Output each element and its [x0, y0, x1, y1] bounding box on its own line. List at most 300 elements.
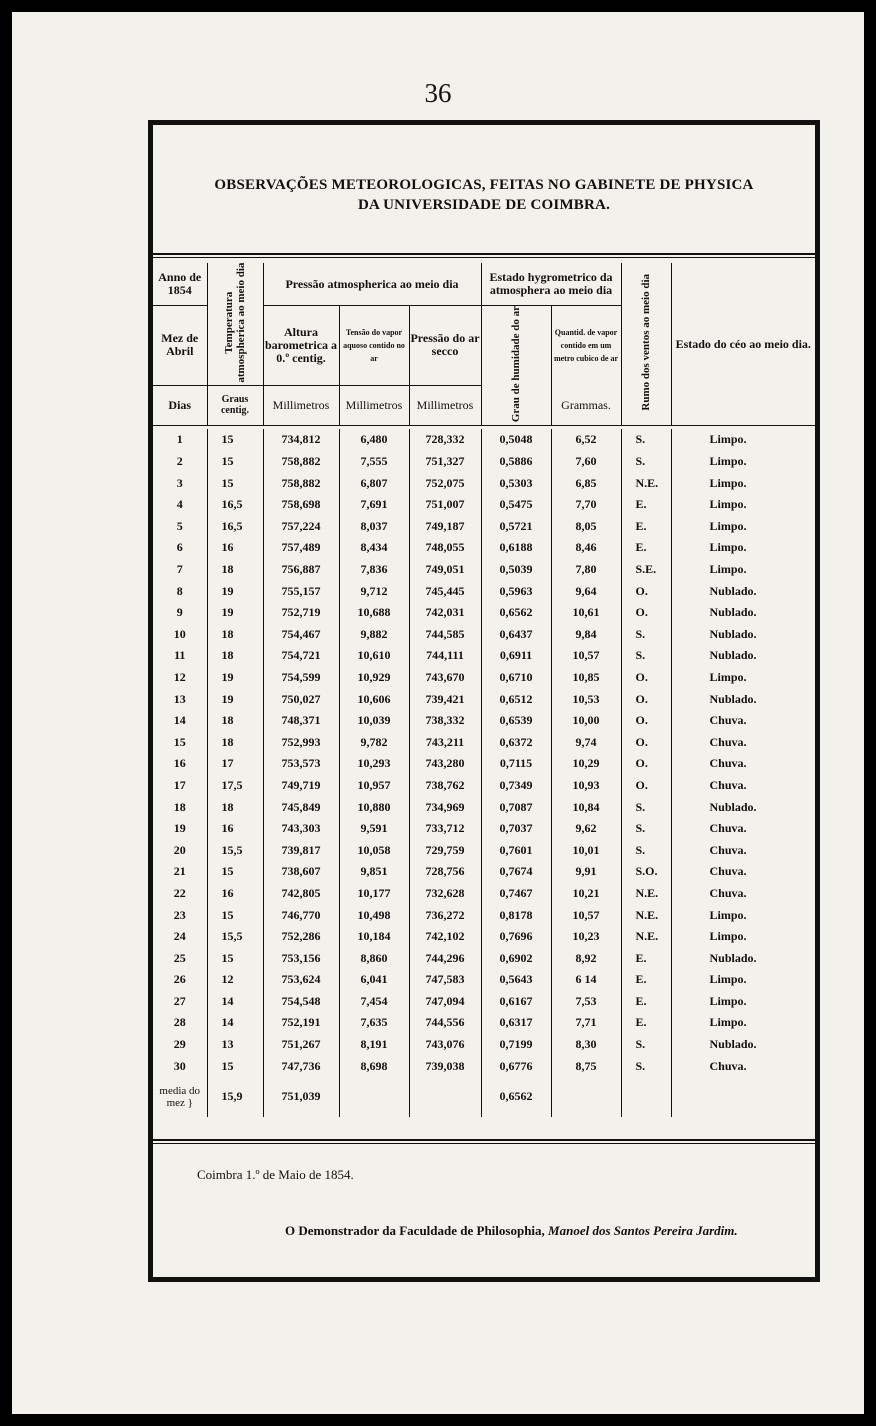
- cell-quantidade: 7,80: [551, 559, 621, 581]
- cell-altura: 746,770: [263, 904, 339, 926]
- cell-day: 19: [153, 818, 207, 840]
- cell-pressao-ar: 744,585: [409, 623, 481, 645]
- cell-humidade: 0,7087: [481, 796, 551, 818]
- cell-humidade: 0,5643: [481, 969, 551, 991]
- cell-pressao-ar: 745,445: [409, 580, 481, 602]
- cell-ceo: Nublado.: [709, 799, 757, 814]
- header-tensao: Tensão do vapor aquoso contido no ar: [343, 327, 405, 363]
- cell-quantidade: 10,93: [551, 775, 621, 797]
- cell-tensao: 8,434: [339, 537, 409, 559]
- cell-quantidade: 10,23: [551, 926, 621, 948]
- cell-humidade: 0,5721: [481, 516, 551, 538]
- daily-rows: [153, 429, 815, 1077]
- cell-vento: O.: [621, 710, 671, 732]
- cell-ceo: Chuva.: [709, 756, 747, 771]
- table-row: [153, 688, 815, 710]
- cell-humidade: 0,7601: [481, 839, 551, 861]
- cell-day: 12: [153, 667, 207, 689]
- cell-humidade: 0,5475: [481, 494, 551, 516]
- cell-ceo: Chuva.: [709, 821, 747, 836]
- cell-tensao: 10,957: [339, 775, 409, 797]
- table-row: [153, 559, 815, 581]
- cell-vento: E.: [621, 947, 671, 969]
- cell-quantidade: 10,21: [551, 883, 621, 905]
- header-mez: Mez de Abril: [161, 331, 199, 359]
- cell-altura: 752,191: [263, 1012, 339, 1034]
- cell-ceo: Chuva.: [709, 864, 747, 879]
- cell-vento: N.E.: [621, 904, 671, 926]
- cell-pressao-ar: 734,969: [409, 796, 481, 818]
- cell-vento: S.: [621, 796, 671, 818]
- media-temp: 15,9: [207, 1077, 263, 1117]
- cell-temperature: 15: [207, 861, 263, 883]
- cell-humidade: 0,6911: [481, 645, 551, 667]
- table-row: [153, 451, 815, 473]
- header-grau-humidade: Grau de humidade do ar: [510, 306, 522, 423]
- media-label: media do mez: [159, 1084, 201, 1109]
- cell-day: 4: [153, 494, 207, 516]
- header-hygro: Estado hygrometrico da atmosphera ao meio dia: [489, 270, 613, 297]
- footer-signature: [285, 1223, 738, 1239]
- header-mm-tensao: Millimetros: [345, 397, 403, 412]
- table-row: [153, 429, 815, 451]
- cell-vento: O.: [621, 753, 671, 775]
- cell-humidade: 0,5303: [481, 472, 551, 494]
- cell-day: 30: [153, 1055, 207, 1077]
- cell-tensao: 7,691: [339, 494, 409, 516]
- cell-vento: S.E.: [621, 559, 671, 581]
- cell-pressao-ar: 728,332: [409, 429, 481, 451]
- cell-temperature: 18: [207, 645, 263, 667]
- table-row: [153, 861, 815, 883]
- cell-vento: S.: [621, 1055, 671, 1077]
- cell-quantidade: 10,84: [551, 796, 621, 818]
- cell-quantidade: 10,01: [551, 839, 621, 861]
- cell-tensao: 9,782: [339, 731, 409, 753]
- table-row: [153, 623, 815, 645]
- cell-humidade: 0,6317: [481, 1012, 551, 1034]
- table-row: [153, 991, 815, 1013]
- cell-temperature: 16: [207, 537, 263, 559]
- cell-temperature: 17,5: [207, 775, 263, 797]
- cell-day: 24: [153, 926, 207, 948]
- bottom-double-rule-thin: [153, 1143, 815, 1144]
- bottom-double-rule: [153, 1139, 815, 1141]
- cell-pressao-ar: 744,296: [409, 947, 481, 969]
- header-rumo: Rumo dos ventos ao meio dia: [640, 274, 652, 411]
- cell-humidade: 0,8178: [481, 904, 551, 926]
- signature-prefix: O Demonstrador da Faculdade de Philosophia,: [285, 1223, 545, 1238]
- cell-quantidade: 10,57: [551, 645, 621, 667]
- table-row: [153, 494, 815, 516]
- cell-humidade: 0,5048: [481, 429, 551, 451]
- cell-vento: S.: [621, 1034, 671, 1056]
- table-row: [153, 904, 815, 926]
- cell-ceo: Limpo.: [709, 540, 747, 555]
- cell-tensao: 10,293: [339, 753, 409, 775]
- cell-temperature: 17: [207, 753, 263, 775]
- table-row: [153, 818, 815, 840]
- cell-temperature: 18: [207, 559, 263, 581]
- cell-vento: S.: [621, 645, 671, 667]
- cell-quantidade: 7,60: [551, 451, 621, 473]
- cell-tensao: 10,184: [339, 926, 409, 948]
- cell-vento: S.O.: [621, 861, 671, 883]
- cell-temperature: 19: [207, 580, 263, 602]
- cell-altura: 753,624: [263, 969, 339, 991]
- cell-vento: S.: [621, 429, 671, 451]
- cell-quantidade: 9,74: [551, 731, 621, 753]
- cell-altura: 752,286: [263, 926, 339, 948]
- cell-temperature: 16: [207, 818, 263, 840]
- cell-humidade: 0,7467: [481, 883, 551, 905]
- cell-vento: O.: [621, 731, 671, 753]
- cell-temperature: 19: [207, 688, 263, 710]
- cell-temperature: 19: [207, 667, 263, 689]
- cell-day: 13: [153, 688, 207, 710]
- observations-frame: [148, 120, 820, 1282]
- cell-vento: S.: [621, 818, 671, 840]
- cell-ceo: Nublado.: [709, 626, 757, 641]
- header-pressao-ar: Pressão do ar secco: [410, 331, 480, 359]
- cell-tensao: 7,635: [339, 1012, 409, 1034]
- cell-ceo: Nublado.: [709, 648, 757, 663]
- cell-pressao-ar: 739,421: [409, 688, 481, 710]
- cell-quantidade: 9,91: [551, 861, 621, 883]
- cell-humidade: 0,7696: [481, 926, 551, 948]
- cell-quantidade: 8,05: [551, 516, 621, 538]
- media-row: media do mez } 15,9 751,039 0,6562: [153, 1077, 815, 1117]
- cell-ceo: Limpo.: [709, 432, 747, 447]
- table-row: [153, 1034, 815, 1056]
- header-quantid: Quantid. de vapor contido em um metro cubico de ar: [553, 328, 619, 364]
- cell-humidade: 0,7037: [481, 818, 551, 840]
- cell-humidade: 0,6188: [481, 537, 551, 559]
- cell-quantidade: 8,30: [551, 1034, 621, 1056]
- cell-ceo: Chuva.: [709, 777, 747, 792]
- cell-tensao: 7,555: [339, 451, 409, 473]
- cell-humidade: 0,6776: [481, 1055, 551, 1077]
- table-row: [153, 926, 815, 948]
- cell-altura: 754,548: [263, 991, 339, 1013]
- cell-pressao-ar: 738,762: [409, 775, 481, 797]
- cell-day: 17: [153, 775, 207, 797]
- cell-pressao-ar: 733,712: [409, 818, 481, 840]
- cell-temperature: 15,5: [207, 926, 263, 948]
- cell-altura: 745,849: [263, 796, 339, 818]
- cell-temperature: 18: [207, 796, 263, 818]
- cell-tensao: 10,498: [339, 904, 409, 926]
- table-row: [153, 969, 815, 991]
- cell-ceo: Chuva.: [709, 1058, 747, 1073]
- cell-temperature: 16,5: [207, 494, 263, 516]
- cell-day: 21: [153, 861, 207, 883]
- cell-ceo: Limpo.: [709, 972, 747, 987]
- cell-ceo: Nublado.: [709, 691, 757, 706]
- cell-temperature: 14: [207, 1012, 263, 1034]
- page: [12, 12, 864, 1414]
- cell-vento: E.: [621, 494, 671, 516]
- header-altura: Altura barometrica a 0.º centig.: [264, 324, 338, 365]
- cell-tensao: 10,606: [339, 688, 409, 710]
- cell-day: 25: [153, 947, 207, 969]
- table-row: [153, 796, 815, 818]
- table-title: [153, 175, 815, 215]
- cell-day: 26: [153, 969, 207, 991]
- cell-quantidade: 9,84: [551, 623, 621, 645]
- cell-humidade: 0,6512: [481, 688, 551, 710]
- cell-ceo: Limpo.: [709, 562, 747, 576]
- cell-pressao-ar: 749,051: [409, 559, 481, 581]
- cell-ceo: Limpo.: [709, 907, 747, 922]
- cell-vento: E.: [621, 537, 671, 559]
- cell-vento: O.: [621, 775, 671, 797]
- cell-day: 6: [153, 537, 207, 559]
- cell-tensao: 10,039: [339, 710, 409, 732]
- cell-quantidade: 7,53: [551, 991, 621, 1013]
- cell-pressao-ar: 752,075: [409, 472, 481, 494]
- cell-tensao: 10,688: [339, 602, 409, 624]
- cell-altura: 738,607: [263, 861, 339, 883]
- cell-pressao-ar: 728,756: [409, 861, 481, 883]
- cell-day: 9: [153, 602, 207, 624]
- table-row: [153, 645, 815, 667]
- cell-altura: 755,157: [263, 580, 339, 602]
- cell-vento: O.: [621, 667, 671, 689]
- cell-temperature: 16: [207, 883, 263, 905]
- cell-temperature: 15: [207, 472, 263, 494]
- cell-pressao-ar: 742,031: [409, 602, 481, 624]
- table-row: [153, 667, 815, 689]
- cell-ceo: Nublado.: [709, 605, 757, 620]
- cell-temperature: 15,5: [207, 839, 263, 861]
- table-row: [153, 710, 815, 732]
- cell-altura: 747,736: [263, 1055, 339, 1077]
- cell-pressao-ar: 738,332: [409, 710, 481, 732]
- top-double-rule-thin: [153, 257, 815, 258]
- cell-altura: 754,599: [263, 667, 339, 689]
- header-mm-pressao: Millimetros: [416, 397, 474, 412]
- cell-altura: 742,805: [263, 883, 339, 905]
- cell-pressao-ar: 729,759: [409, 839, 481, 861]
- cell-day: 1: [153, 429, 207, 451]
- cell-vento: N.E.: [621, 472, 671, 494]
- cell-quantidade: 9,64: [551, 580, 621, 602]
- cell-tensao: 6,480: [339, 429, 409, 451]
- cell-day: 23: [153, 904, 207, 926]
- cell-tensao: 9,591: [339, 818, 409, 840]
- cell-altura: 758,698: [263, 494, 339, 516]
- cell-tensao: 8,037: [339, 516, 409, 538]
- cell-ceo: Limpo.: [709, 1015, 747, 1030]
- cell-tensao: 6,807: [339, 472, 409, 494]
- cell-day: 11: [153, 645, 207, 667]
- cell-pressao-ar: 747,583: [409, 969, 481, 991]
- table-row: [153, 580, 815, 602]
- header-anno: Anno de 1854: [158, 270, 202, 297]
- cell-pressao-ar: 743,211: [409, 731, 481, 753]
- cell-vento: E.: [621, 991, 671, 1013]
- table-row: [153, 775, 815, 797]
- cell-day: 5: [153, 516, 207, 538]
- cell-altura: 754,467: [263, 623, 339, 645]
- cell-humidade: 0,7349: [481, 775, 551, 797]
- cell-ceo: Chuva.: [709, 734, 747, 749]
- cell-humidade: 0,5886: [481, 451, 551, 473]
- signature-name: Manoel dos Santos Pereira Jardim.: [548, 1223, 738, 1238]
- cell-tensao: 10,929: [339, 667, 409, 689]
- table-row: [153, 1012, 815, 1034]
- cell-ceo: Nublado.: [709, 1037, 757, 1052]
- cell-altura: 754,721: [263, 645, 339, 667]
- cell-ceo: Limpo.: [709, 993, 747, 1008]
- cell-ceo: Nublado.: [709, 583, 757, 598]
- cell-vento: O.: [621, 580, 671, 602]
- cell-temperature: 12: [207, 969, 263, 991]
- cell-day: 10: [153, 623, 207, 645]
- cell-ceo: Limpo.: [709, 475, 747, 490]
- cell-pressao-ar: 747,094: [409, 991, 481, 1013]
- cell-pressao-ar: 744,556: [409, 1012, 481, 1034]
- header-mm-altura: Millimetros: [272, 397, 330, 412]
- cell-ceo: Chuva.: [709, 885, 747, 900]
- cell-altura: 758,882: [263, 472, 339, 494]
- media-humidade: 0,6562: [481, 1077, 551, 1117]
- table-row: [153, 1055, 815, 1077]
- cell-pressao-ar: 736,272: [409, 904, 481, 926]
- cell-quantidade: 10,61: [551, 602, 621, 624]
- table-row: [153, 516, 815, 538]
- media-altura: 751,039: [263, 1077, 339, 1117]
- cell-humidade: 0,6437: [481, 623, 551, 645]
- cell-humidade: 0,6167: [481, 991, 551, 1013]
- cell-quantidade: 6,85: [551, 472, 621, 494]
- cell-altura: 756,887: [263, 559, 339, 581]
- cell-humidade: 0,6539: [481, 710, 551, 732]
- cell-quantidade: 10,00: [551, 710, 621, 732]
- cell-vento: E.: [621, 516, 671, 538]
- title-line-2: DA UNIVERSIDADE DE COIMBRA.: [357, 197, 611, 213]
- cell-tensao: 9,851: [339, 861, 409, 883]
- cell-temperature: 15: [207, 429, 263, 451]
- cell-day: 16: [153, 753, 207, 775]
- cell-tensao: 6,041: [339, 969, 409, 991]
- cell-vento: S.: [621, 451, 671, 473]
- table-row: [153, 883, 815, 905]
- cell-altura: 750,027: [263, 688, 339, 710]
- cell-tensao: 10,058: [339, 839, 409, 861]
- cell-day: 28: [153, 1012, 207, 1034]
- cell-humidade: 0,5963: [481, 580, 551, 602]
- cell-pressao-ar: 744,111: [409, 645, 481, 667]
- cell-tensao: 8,698: [339, 1055, 409, 1077]
- cell-vento: E.: [621, 1012, 671, 1034]
- cell-pressao-ar: 743,076: [409, 1034, 481, 1056]
- title-line-1: OBSERVAÇÕES METEOROLOGICAS, FEITAS NO GABINETE DE PHYSICA: [214, 177, 754, 193]
- footer-date: Coimbra 1.º de Maio de 1854.: [197, 1167, 354, 1182]
- header-dias: Dias: [168, 397, 192, 412]
- cell-tensao: 8,860: [339, 947, 409, 969]
- cell-ceo: Limpo.: [709, 669, 747, 684]
- cell-altura: 758,882: [263, 451, 339, 473]
- cell-humidade: 0,7674: [481, 861, 551, 883]
- header-pressao: Pressão atmospherica ao meio dia: [285, 276, 459, 291]
- cell-ceo: Limpo.: [709, 518, 747, 533]
- cell-temperature: 15: [207, 947, 263, 969]
- cell-ceo: Limpo.: [709, 497, 747, 512]
- cell-tensao: 8,191: [339, 1034, 409, 1056]
- cell-tensao: 10,880: [339, 796, 409, 818]
- cell-quantidade: 7,71: [551, 1012, 621, 1034]
- cell-vento: O.: [621, 602, 671, 624]
- cell-temperature: 15: [207, 1055, 263, 1077]
- cell-quantidade: 10,29: [551, 753, 621, 775]
- cell-quantidade: 10,57: [551, 904, 621, 926]
- cell-humidade: 0,6562: [481, 602, 551, 624]
- cell-ceo: Nublado.: [709, 950, 757, 965]
- cell-altura: 757,224: [263, 516, 339, 538]
- cell-altura: 752,993: [263, 731, 339, 753]
- cell-tensao: 10,177: [339, 883, 409, 905]
- observations-table: [153, 263, 815, 1117]
- cell-temperature: 18: [207, 710, 263, 732]
- cell-quantidade: 8,92: [551, 947, 621, 969]
- cell-tensao: 9,882: [339, 623, 409, 645]
- table-row: [153, 472, 815, 494]
- cell-day: 3: [153, 472, 207, 494]
- cell-ceo: Limpo.: [709, 454, 747, 469]
- cell-altura: 743,303: [263, 818, 339, 840]
- cell-ceo: Chuva.: [709, 713, 747, 728]
- cell-quantidade: 7,70: [551, 494, 621, 516]
- cell-humidade: 0,6902: [481, 947, 551, 969]
- cell-pressao-ar: 739,038: [409, 1055, 481, 1077]
- table-row: [153, 731, 815, 753]
- table-row: [153, 602, 815, 624]
- cell-tensao: 7,836: [339, 559, 409, 581]
- cell-day: 2: [153, 451, 207, 473]
- cell-tensao: 10,610: [339, 645, 409, 667]
- cell-day: 29: [153, 1034, 207, 1056]
- cell-day: 8: [153, 580, 207, 602]
- cell-pressao-ar: 751,007: [409, 494, 481, 516]
- cell-day: 20: [153, 839, 207, 861]
- cell-temperature: 19: [207, 602, 263, 624]
- cell-day: 22: [153, 883, 207, 905]
- cell-vento: N.E.: [621, 926, 671, 948]
- cell-day: 15: [153, 731, 207, 753]
- cell-ceo: Chuva.: [709, 842, 747, 857]
- cell-pressao-ar: 732,628: [409, 883, 481, 905]
- cell-pressao-ar: 751,327: [409, 451, 481, 473]
- cell-pressao-ar: 743,670: [409, 667, 481, 689]
- cell-quantidade: 6 14: [551, 969, 621, 991]
- cell-quantidade: 8,75: [551, 1055, 621, 1077]
- cell-quantidade: 8,46: [551, 537, 621, 559]
- cell-day: 27: [153, 991, 207, 1013]
- cell-day: 18: [153, 796, 207, 818]
- cell-vento: S.: [621, 839, 671, 861]
- header-grammas: Grammas.: [561, 397, 611, 412]
- cell-vento: O.: [621, 688, 671, 710]
- cell-altura: 757,489: [263, 537, 339, 559]
- cell-tensao: 7,454: [339, 991, 409, 1013]
- cell-temperature: 13: [207, 1034, 263, 1056]
- cell-temperature: 16,5: [207, 516, 263, 538]
- cell-humidade: 0,6372: [481, 731, 551, 753]
- cell-pressao-ar: 742,102: [409, 926, 481, 948]
- table-row: [153, 839, 815, 861]
